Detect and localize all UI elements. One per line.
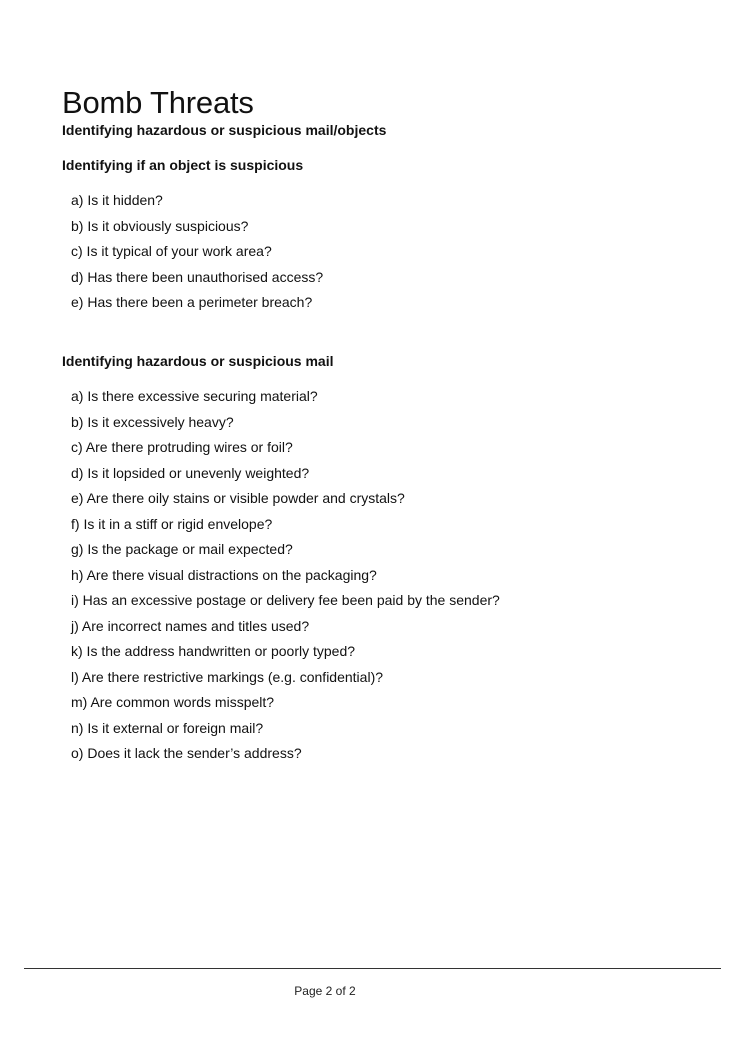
list-item: b) Is it obviously suspicious? [71, 217, 249, 234]
list-item: m) Are common words misspelt? [71, 694, 275, 710]
list-item: f) Is it in a stiff or rigid envelope? [71, 515, 273, 532]
document-subtitle: Identifying hazardous or suspicious mail/objects [62, 122, 387, 138]
footer-divider [24, 968, 721, 969]
list-item: n) Is it external or foreign mail? [71, 719, 264, 736]
list-item: k) Is the address handwritten or poorly typed? [71, 643, 356, 659]
list-item: e) Has there been a perimeter breach? [71, 294, 313, 310]
list-item: o) Does it lack the sender’s address? [71, 745, 302, 761]
list-item: d) Has there been unauthorised access? [71, 268, 324, 285]
list-item: d) Is it lopsided or unevenly weighted? [71, 464, 310, 481]
list-item: a) Is it hidden? [71, 192, 163, 208]
section-heading-objects: Identifying if an object is suspicious [62, 157, 304, 173]
list-item: j) Are incorrect names and titles used? [71, 617, 310, 634]
section-heading-mail: Identifying hazardous or suspicious mail [62, 353, 334, 369]
list-item: c) Is it typical of your work area? [71, 243, 272, 259]
object-checklist [71, 191, 323, 319]
page-title: Bomb Threats [62, 85, 254, 120]
page-number: Page 2 of 2 [294, 984, 356, 998]
list-item: i) Has an excessive postage or delivery fee been paid by the sender? [71, 592, 500, 608]
list-item: g) Is the package or mail expected? [71, 541, 293, 557]
list-item: c) Are there protruding wires or foil? [71, 439, 293, 455]
list-item: h) Are there visual distractions on the packaging? [71, 566, 377, 583]
list-item: e) Are there oily stains or visible powder and crystals? [71, 490, 405, 506]
list-item: l) Are there restrictive markings (e.g. confidential)? [71, 668, 384, 685]
mail-checklist [71, 387, 500, 770]
list-item: a) Is there excessive securing material? [71, 388, 318, 404]
list-item: b) Is it excessively heavy? [71, 413, 234, 430]
